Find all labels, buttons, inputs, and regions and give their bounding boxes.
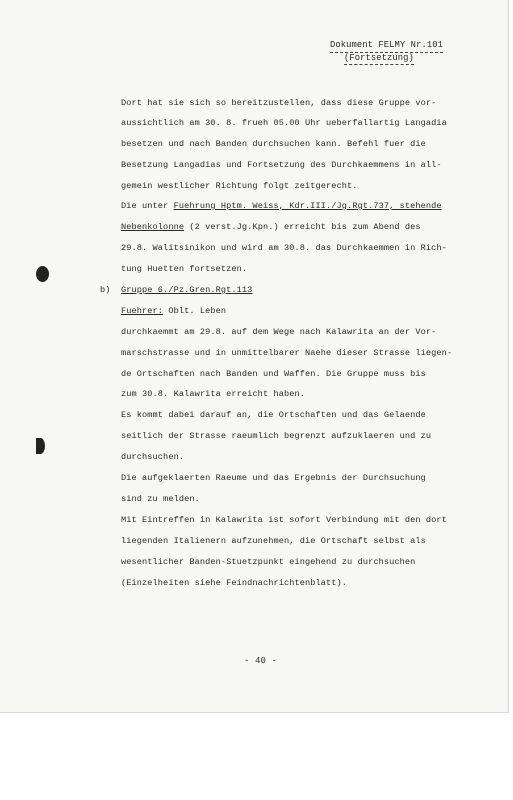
underlined-text: Fuehrung Hptm. Weiss, Kdr.III./Jg.Rgt.737, stehende <box>173 201 442 211</box>
body-line: Dort hat sie sich so bereitzustellen, dass diese Gruppe vor- <box>121 98 437 108</box>
body-line: marschstrasse und in unmittelbarer Naehe dieser Strasse liegen- <box>121 348 453 358</box>
group-title: Gruppe 6./Pz.Gren.Rgt.113 <box>121 285 253 295</box>
document-reference: Dokument FELMY Nr.101 <box>330 40 443 53</box>
body-line: 29.8. Walitsinikon und wird am 30.8. das Durchkaemmen in Rich- <box>121 243 447 253</box>
body-line: durchsuchen. <box>121 452 185 462</box>
body-line: Besetzung Langadias und Fortsetzung des Durchkaemmens in all- <box>121 160 442 170</box>
body-line <box>121 222 421 233</box>
body-line: Es kommt dabei darauf an, die Ortschaften und das Gelaende <box>121 410 426 420</box>
body-line: sind zu melden. <box>121 494 200 504</box>
leader-name: Oblt. Leben <box>163 306 227 316</box>
page-number: - 40 - <box>244 656 278 666</box>
body-line: (Einzelheiten siehe Feindnachrichtenblatt). <box>121 578 348 588</box>
body-line: liegenden Italienern aufzunehmen, die Ortschaft selbst als <box>121 536 426 546</box>
punch-hole <box>36 438 45 454</box>
item-marker: b) <box>100 285 111 295</box>
body-line: zum 30.8. Kalawrita erreicht haben. <box>121 389 305 399</box>
body-line: de Ortschaften nach Banden und Waffen. Die Gruppe muss bis <box>121 369 426 379</box>
body-line <box>121 201 442 212</box>
body-line: Mit Eintreffen in Kalawrita ist sofort Verbindung mit den dort <box>121 515 447 525</box>
body-line: besetzen und nach Banden durchsuchen kann. Befehl fuer die <box>121 139 426 149</box>
punch-hole <box>36 266 49 282</box>
body-line: durchkaemmt am 29.8. auf dem Wege nach Kalawrita an der Vor- <box>121 327 437 337</box>
body-line: seitlich der Strasse raeumlich begrenzt aufzuklaeren und zu <box>121 431 432 441</box>
body-text: Die unter <box>121 201 174 211</box>
body-line: aussichtlich am 30. 8. frueh 05.00 Uhr ueberfallartig Langadia <box>121 118 447 128</box>
body-line: tung Huetten fortsetzen. <box>121 264 248 274</box>
leader-line <box>121 306 226 317</box>
body-line: wesentlicher Banden-Stuetzpunkt eingehend zu durchsuchen <box>121 557 416 567</box>
body-line: gemein westlicher Richtung folgt zeitgerecht. <box>121 181 358 191</box>
body-line: Die aufgeklaerten Raeume und das Ergebnis der Durchsuchung <box>121 473 426 483</box>
leader-label: Fuehrer: <box>121 306 164 316</box>
body-text: (2 verst.Jg.Kpn.) erreicht bis zum Abend des <box>184 222 421 232</box>
underlined-text: Nebenkolonne <box>121 222 185 232</box>
continuation-label: (Fortsetzung) <box>344 53 414 63</box>
